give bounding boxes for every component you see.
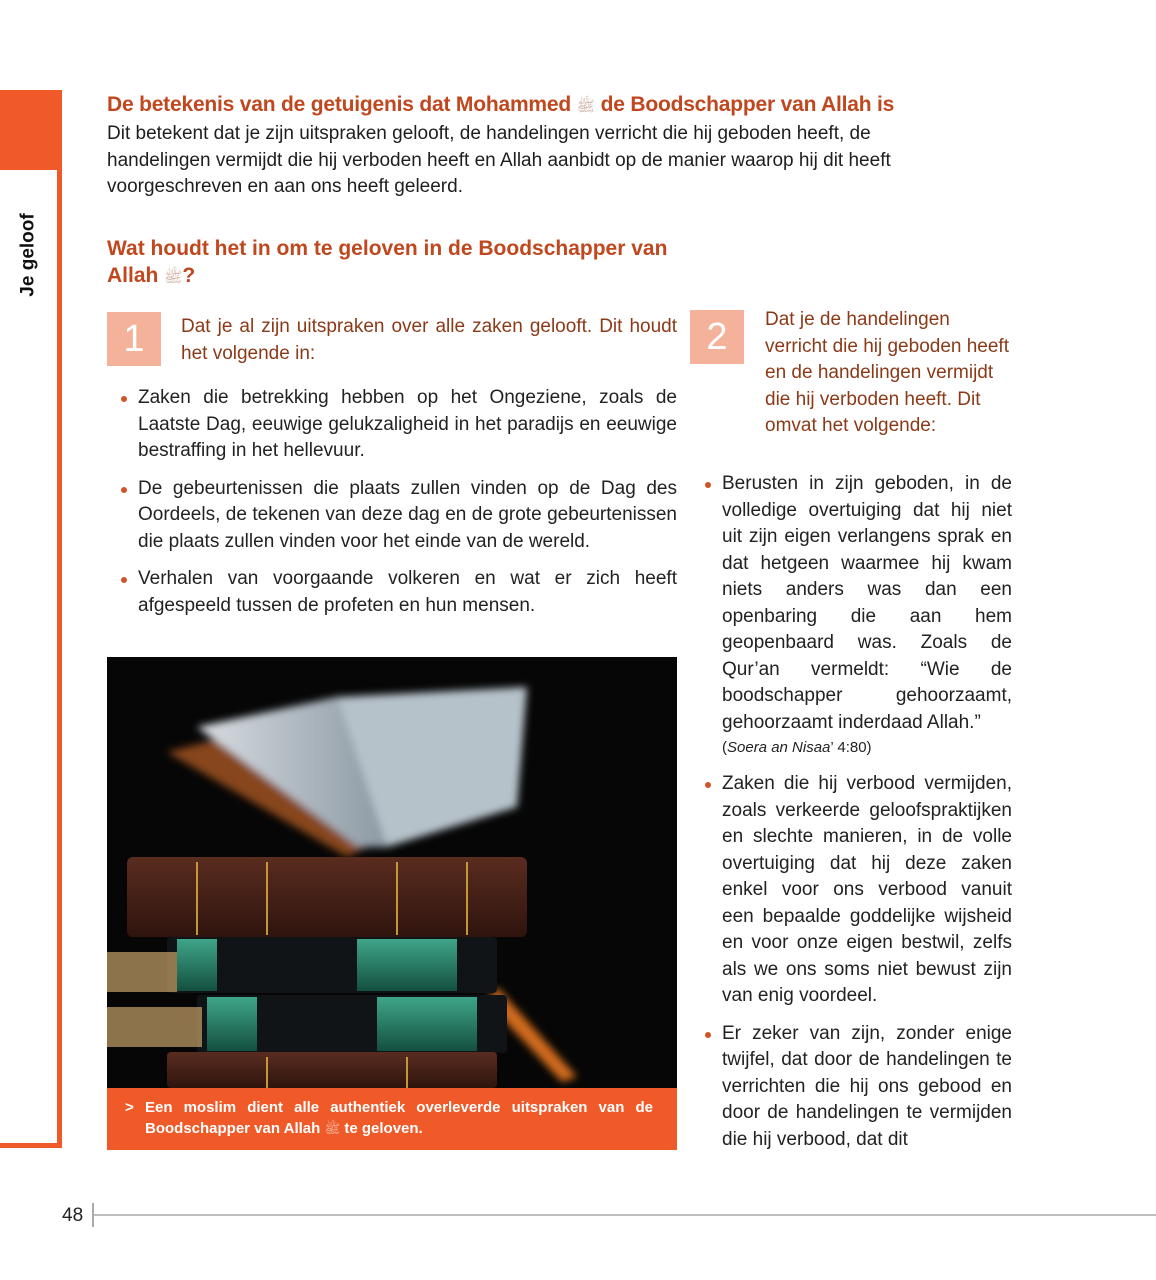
- point-number-badge: 1: [107, 312, 161, 366]
- chapter-label-text: Je geloof: [18, 213, 39, 297]
- caption-text: Een moslim dient alle authentiek overleverde uitspraken van de Boodschapper van Allah: [145, 1099, 653, 1137]
- ref-text: (: [722, 739, 727, 756]
- honorific-icon: ﷺ: [164, 269, 183, 286]
- footer-rule: [94, 1214, 1156, 1216]
- point-2-text: Dat je de handelingen verricht die hij geboden heeft en de handelingen vermijdt die hij verboden heeft. Dit omvat het volgende:: [765, 309, 1009, 436]
- caption-text: te geloven.: [340, 1120, 423, 1137]
- books-photo: [107, 657, 677, 1088]
- heading-text: ?: [182, 264, 196, 287]
- list-item-text: Berusten in zijn geboden, in de volledige overtuiging dat hij niet uit zijn eigen verlangens sprak en dat hetgeen waarmee hij kwam niets anders was dan een openbaring die aan hem geopenbaard was. Zoals de Qur’an vermeldt: “Wie de boodschapper gehoorzaamt, gehoorzaamt inderdaad Allah.”: [722, 473, 1012, 733]
- list-item: Verhalen van voorgaande volkeren en wat er zich heeft afgespeeld tussen de profeten en hun mensen.: [107, 566, 677, 619]
- honorific-icon: ﷺ: [324, 1121, 341, 1136]
- list-item: De gebeurtenissen die plaats zullen vinden op de Dag des Oordeels, de tekenen van deze dag en de grote gebeurtenissen die plaats zullen vinden voor het einde van de wereld.: [107, 476, 677, 556]
- quran-reference: [722, 736, 1012, 760]
- honorific-icon: ﷺ: [576, 98, 595, 115]
- caption-marker-icon: >: [125, 1099, 134, 1116]
- ref-text: ’ 4:80): [830, 739, 872, 756]
- list-item: Er zeker van zijn, zonder enige twijfel, dat door de handelingen te verrichten die hij ons gebood en door de handelingen te vermijden die hij verbood, dat dit: [691, 1021, 1012, 1154]
- list-item: Zaken die hij verbood vermijden, zoals verkeerde geloofspraktijken en slechte manieren, in de volle overtuiging dat hij deze zaken enkel voor ons verbood vanuit een bepaalde goddelijke wijsheid en voor onze eigen bestwil, zelfs als we ons soms niet bewust zijn van enig voordeel.: [691, 771, 1012, 1010]
- point-2-bullet-list: [691, 471, 1012, 1164]
- intro-paragraph: Dit betekent dat je zijn uitspraken gelooft, de handelingen verricht die hij geboden heeft, de handelingen vermijdt die hij verboden heeft en Allah aanbidt op de manier waarop hij dit heeft voorgeschreven en aan ons heeft geleerd.: [107, 123, 891, 197]
- point-1-text: Dat je al zijn uitspraken over alle zaken gelooft. Dit houdt het volgende in:: [181, 316, 677, 364]
- ref-surah: Soera an Nisaa: [727, 739, 831, 756]
- page-number: 48: [62, 1205, 84, 1226]
- section-heading-meaning: [107, 93, 894, 119]
- list-item: [691, 471, 1012, 760]
- books-illustration: [107, 657, 677, 1088]
- photo-caption: [107, 1088, 677, 1150]
- chapter-label: [14, 200, 44, 310]
- list-item: Zaken die betrekking hebben op het Ongeziene, zoals de Laatste Dag, eeuwige gelukzaligheid in het paradijs en eeuwige bestraffing in het hellevuur.: [107, 385, 677, 465]
- point-1-bullet-list: [107, 385, 677, 630]
- point-number-badge: 2: [690, 310, 744, 364]
- heading-text: de Boodschapper van Allah is: [594, 93, 895, 116]
- section-heading-belief: [107, 235, 687, 291]
- chapter-tab-block: [0, 90, 62, 170]
- heading-text: De betekenis van de getuigenis dat Mohammed: [107, 93, 577, 116]
- heading-text: Wat houdt het in om te geloven in de Boodschapper van Allah: [107, 237, 668, 287]
